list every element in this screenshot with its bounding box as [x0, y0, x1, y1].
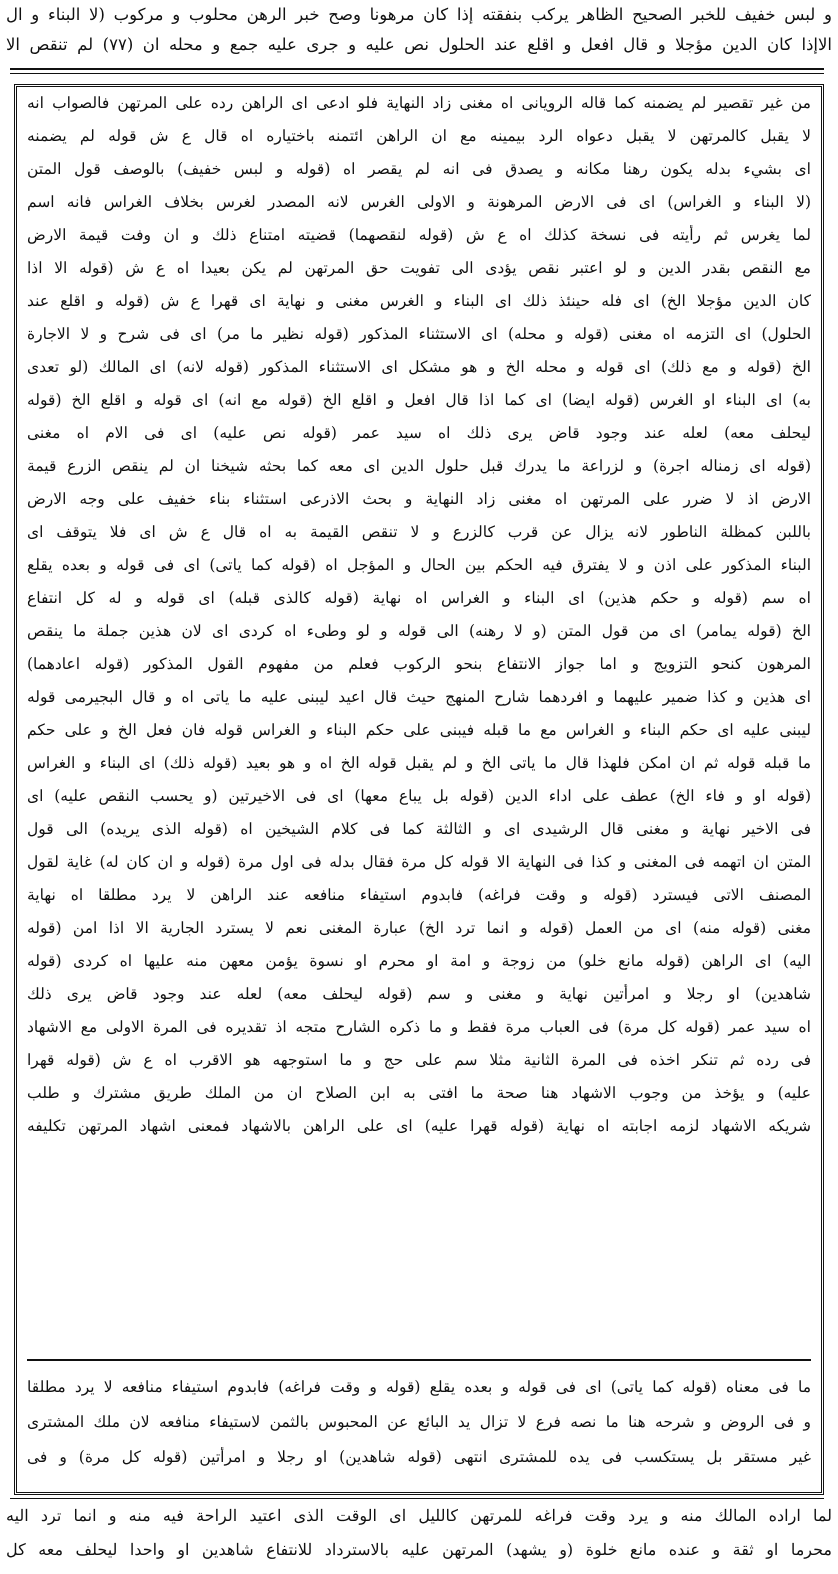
matn-top-line-1: و لبس خفيف للخبر الصحيح الظاهر يركب بنفقته إذا كان مرهونا وصح خبر الرهن محلوب و مركوب (لا البناء و ال [6, 5, 832, 24]
commentary-frame [14, 84, 824, 1495]
header-rule [10, 68, 824, 70]
commentary-line: ما قبله قوله ثم ان امكن فلهذا قال ما ياتى الخ و لم يقبل قوله الخ اه و هو بعيد (قوله ذلك) اى البناء و الغراس [27, 754, 811, 772]
commentary-line: فى رده ثم تنكر اخذه فى المرة الثانية مثلا سم على حج و ما استوجهه هو الاقرب اه ع ش (قوله قهرا [27, 1051, 811, 1069]
footnote-separator [27, 1359, 811, 1361]
footnote-line: و فى الروض و شرحه هنا ما نصه فرع لا تزال يد البائع عن المحبوس بالثمن لاستيفاء منافعه لان ملك المشترى [27, 1413, 811, 1431]
commentary-line: كان الدين مؤجلا الخ) اى فله حينئذ ذلك اى البناء و الغرس مغنى و نهاية اى قهرا ع ش (قوله و اقلع عند [27, 292, 811, 310]
commentary-line: شاهدين) او رجلا و امرأتين نهاية و مغنى و سم (قوله ليحلف معه) لعله عند وجود قاض يرى ذلك [27, 985, 811, 1003]
footnote-line: غير مستقر بل يستكسب فى يده للمشترى انتهى (قوله شاهدين) او رجلا و امرأتين (قوله كل مرة) و فى [27, 1448, 811, 1466]
commentary-line: البناء المذكور على اذن و لا يفترق فيه الحكم بين الحال و المؤجل اه (قوله كما ياتى) اى فى قوله و بعده يقلع [27, 556, 811, 574]
commentary-body [23, 87, 815, 1492]
commentary-line: المتن ان اتهمه فى المغنى و كذا فى النهاية الا قوله كل مرة فقال بدله فى اول مرة (قوله و ان كان له) غاية لقول [27, 853, 811, 871]
commentary-line: الخ (قوله و مع ذلك) اى قوله و محله الخ و هو مشكل اى الاستثناء المذكور (قوله لانه) اى المالك (لو تعدى [27, 358, 811, 376]
commentary-line: الخ (قوله يمامر) اى من قول المتن (و لا رهنه) الى قوله و لو وطىء اه كردى اى لان هذين جملة ما ينقص [27, 622, 811, 640]
matn-bottom-line-1: لما اراده المالك منه و يرد وقت فراغه للمرتهن كالليل اى الوقت الذى اعتيد الراحة فيه منه و انما ترد اليه [6, 1506, 832, 1525]
commentary-line: (قوله اى زمناله اجرة) و لزراعة ما يدرك قبل حلول الدين اى معه كما بحثه شيخنا ان لم ينقص الزرع قيمة [27, 457, 811, 475]
matn-bottom-line-2: محرما او ثقة و عنده مانع خلوة (و يشهد) المرتهن عليه بالاسترداد للانتفاع شاهدين او واحدا ليحلف معه كل [6, 1540, 832, 1559]
commentary-line: اه سيد عمر (قوله كل مرة) فى العباب مرة فقط و ما ذكره الشارح متجه اذ تقديره فى المرة الاولى مع الاشهاد [27, 1018, 811, 1036]
bottom-rule [10, 1498, 824, 1499]
commentary-line: من غير تقصير لم يضمنه كما قاله الرويانى اه مغنى زاد النهاية فلو ادعى اى الراهن رده على المرتهن فالصواب انه [27, 94, 811, 112]
commentary-line: لا يقبل كالمرتهن لا يقبل دعواه الرد بيمينه مع ان الراهن ائتمنه باختياره اه قال ع ش قوله لم يضمنه [27, 127, 811, 145]
commentary-line: (لا البناء و الغراس) اى فى الارض المرهونة و الاولى الغرس لانه المصدر لغرس بخلاف الغراس فانه اسم [27, 193, 811, 211]
commentary-line: باللبن كمظلة الناطور لانه يزال عن قرب كالزرع و لا تنقص القيمة به اه قال ع ش اى فلا يتوقف اى [27, 523, 811, 541]
footnote-line: ما فى معناه (قوله كما ياتى) اى فى قوله و بعده يقلع (قوله و وقت فراغه) فابدوم استيفاء منافعه لا يرد مطلقا [27, 1378, 811, 1396]
commentary-line: اليه) اى الراهن (قوله مانع خلو) من زوجة و امة او محرم او نسوة يؤمن معهن منه عليها اه كردى (قوله [27, 952, 811, 970]
commentary-line: ليبنى عليه اى حكم البناء و الغراس مع ما قبله فيبنى على حكم البناء و الغراس قوله فان فعل الخ و على حكم [27, 721, 811, 739]
commentary-line: عليه) و يؤخذ من وجوب الاشهاد هنا صحة ما افتى به ابن الصلاح ان من الملك طريق مشترك و طلب [27, 1084, 811, 1102]
commentary-line: الحلول) اى التزمه اه مغنى (قوله و محله) اى الاستثناء المذكور (قوله نظير ما مر) اى فى شرح و لا الاجارة [27, 325, 811, 343]
commentary-line: لما يغرس ثم رأيته فى نسخة كذلك اه ع ش (قوله لنقصهما) قضيته امتناع ذلك و ان وفت قيمة الارض [27, 226, 811, 244]
header-rule-thin [10, 73, 824, 74]
commentary-line: اه سم (قوله و حكم هذين) اى البناء و الغراس اه نهاية (قوله كالذى قبله) اى قوله و له كل انتفاع [27, 589, 811, 607]
commentary-line: شريكه الاشهاد لزمه اجابته اه نهاية (قوله قهرا عليه) اى على الراهن بالاشهاد فمعنى اشهاد المرتهن تكليفه [27, 1117, 811, 1135]
commentary-line: اى هذين و كذا ضمير عليهما و افردهما شارح المنهج حيث قال اعيد ليبنى عليه ما ياتى اه و قال البجيرمى قوله [27, 688, 811, 706]
commentary-line: مغنى (قوله منه) اى من العمل (قوله و انما ترد الخ) عبارة المغنى نعم لا يسترد الجارية الا اذا امن (قوله [27, 919, 811, 937]
commentary-line: المصنف الاتى فيسترد (قوله و وقت فراغه) فابدوم استيفاء منافعه عند الراهن لا يرد مطلقا اه نهاية [27, 886, 811, 904]
commentary-line: اى بشيء بدله يكون رهنا مكانه و يصدق فى انه لم يقصر اه (قوله و لبس خفيف) بالوصف قول المتن [27, 160, 811, 178]
commentary-line: فى الاخير نهاية و مغنى قال الرشيدى اى و الثالثة كما فى كلام الشيخين اه (قوله الذى يريده) الى قول [27, 820, 811, 838]
commentary-line: ليحلف معه) لعله عند وجود قاض يرى ذلك اه سيد عمر (قوله نص عليه) اى فى الام اه مغنى [27, 424, 811, 442]
commentary-line: به) اى البناء او الغرس (قوله ايضا) اى كما اذا قال افعل و اقلع الخ (قوله مع انه) اى قوله و اقلع الخ (قوله [27, 391, 811, 409]
commentary-line: (قوله او و فاء الخ) عطف على اداء الدين (قوله بل يباع معها) اى فى الاخيرتين (و يحسب النقص عليه) اى [27, 787, 811, 805]
commentary-line: مع النقص بقدر الدين و لو اعتبر نقص يؤدى الى تفويت حق المرتهن لم يكن بعيدا اه ع ش (قوله الا اذا [27, 259, 811, 277]
commentary-line: المرهون كنحو التزويج و اما جواز الانتفاع بنحو الركوب فعلم من مفهوم القول المذكور (قوله اعادهما) [27, 655, 811, 673]
matn-top-line-2: الاإذا كان الدين مؤجلا و قال افعل و اقلع عند الحلول نص عليه و جرى عليه جمع و محله ان (٧٧) لم تنقص الا [6, 35, 832, 54]
commentary-line: الارض اذ لا ضرر على المرتهن اه مغنى زاد النهاية و بحث الاذرعى استثناء بناء خفيف على وجه الارض [27, 490, 811, 508]
